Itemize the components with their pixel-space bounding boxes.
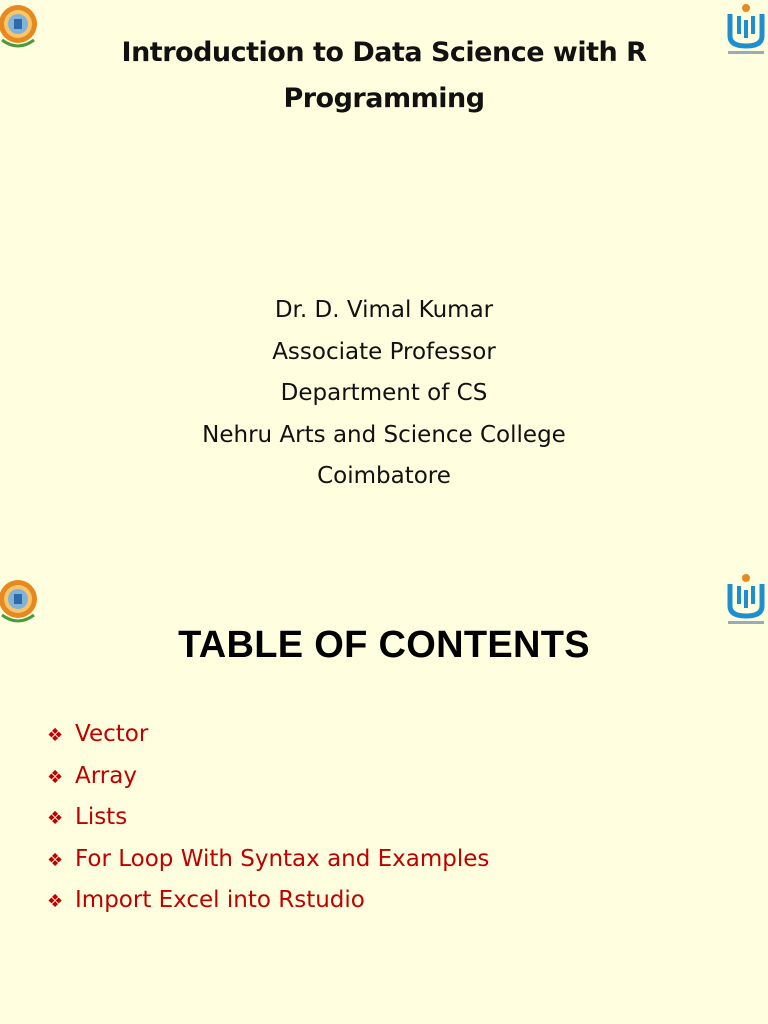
nehru-group-logo-icon	[724, 572, 768, 628]
toc-item-label: Lists	[75, 804, 128, 830]
author-college: Nehru Arts and Science College	[202, 421, 566, 448]
toc-item-for-loop	[47, 839, 489, 881]
author-name: Dr. D. Vimal Kumar	[274, 297, 494, 323]
toc-list	[47, 714, 489, 922]
toc-item-array	[47, 756, 489, 798]
toc-slide	[0, 512, 768, 1024]
college-emblem-icon	[0, 575, 42, 627]
four-diamond-bullet-icon: ❖	[47, 849, 64, 871]
author-info	[0, 290, 768, 498]
four-diamond-bullet-icon: ❖	[47, 891, 64, 912]
four-diamond-bullet-icon: ❖	[47, 766, 64, 788]
toc-item-vector	[47, 714, 489, 756]
author-position: Associate Professor	[272, 338, 496, 365]
presentation-title: Introduction to Data Science with R Programming	[121, 37, 647, 114]
toc-item-label: Import Excel into Rstudio	[75, 887, 365, 913]
toc-item-label: Vector	[75, 721, 149, 747]
four-diamond-bullet-icon: ❖	[47, 808, 64, 829]
four-diamond-bullet-icon: ❖	[47, 725, 64, 746]
toc-item-label: Array	[75, 762, 137, 789]
toc-item-lists	[47, 797, 489, 839]
author-department: Department of CS	[280, 380, 488, 406]
college-emblem-icon	[0, 0, 42, 52]
author-city: Coimbatore	[317, 463, 451, 489]
toc-heading: TABLE OF CONTENTS	[178, 624, 590, 666]
nehru-group-logo-icon	[724, 2, 768, 58]
toc-item-import-excel	[47, 880, 489, 922]
toc-item-label: For Loop With Syntax and Examples	[75, 845, 490, 872]
